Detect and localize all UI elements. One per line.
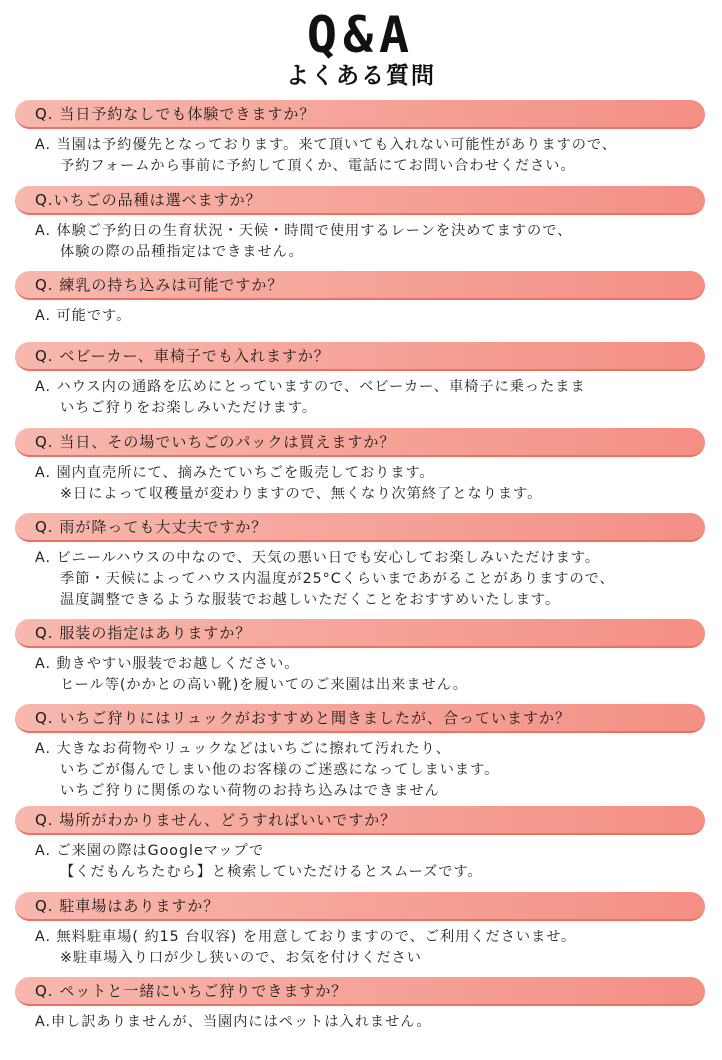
answer-line: ※駐車場入り口が少し狭いので、お気を付けください	[60, 950, 422, 966]
answer-line: A. ご来園の際はGoogleマップで	[35, 843, 265, 859]
qa-item	[15, 513, 705, 611]
qa-item	[15, 892, 705, 969]
qa-item	[15, 704, 705, 802]
answer-line: A. 動きやすい服装でお越しください。	[35, 656, 300, 672]
answer-line: いちご狩りに関係のない荷物のお持ち込みはできません	[60, 783, 440, 799]
answer-line: A. ビニールハウスの中なので、天気の悪い日でも安心してお楽しみいただけます。	[35, 550, 601, 566]
answer	[15, 135, 705, 177]
answer-line: 温度調整できるような服装でお越しいただくことをおすすめいたします。	[60, 592, 561, 608]
question-bar: Q. 場所がわかりません、どうすればいいですか？	[15, 806, 705, 835]
qa-item	[15, 271, 705, 327]
question-bar: Q. いちご狩りにはリュックがおすすめと聞きましたが、合っていますか？	[15, 704, 705, 733]
answer-line: 体験の際の品種指定はできません。	[60, 244, 304, 260]
question-bar: Q. 練乳の持ち込みは可能ですか？	[15, 271, 705, 300]
answer	[15, 927, 705, 969]
qa-item	[15, 806, 705, 883]
answer-line: A. 体験ご予約日の生育状況・天候・時間で使用するレーンを決めてますので、	[35, 223, 573, 239]
answer	[15, 377, 705, 419]
answer-line: いちご狩りをお楽しみいただけます。	[60, 400, 318, 416]
answer-line: A.申し訳ありませんが、当園内にはペットは入れません。	[35, 1014, 432, 1030]
qa-item	[15, 100, 705, 177]
answer-line: いちごが傷んでしまい他のお客様のご迷惑になってしまいます。	[60, 762, 500, 778]
question-bar: Q. 当日、その場でいちごのパックは買えますか？	[15, 428, 705, 457]
qa-item	[15, 619, 705, 696]
page-title: Q&A	[306, 6, 416, 64]
answer-line: A. 当園は予約優先となっております。来て頂いても入れない可能性がありますので、	[35, 137, 617, 153]
answer	[15, 1012, 705, 1033]
question-bar: Q. 雨が降っても大丈夫ですか？	[15, 513, 705, 542]
answer	[15, 654, 705, 696]
question-bar: Q. 駐車場はありますか？	[15, 892, 705, 921]
answer	[15, 306, 705, 327]
answer-line: A. 大きなお荷物やリュックなどはいちごに擦れて汚れたり、	[35, 741, 451, 757]
answer-line: 予約フォームから事前に予約して頂くか、電話にてお問い合わせください。	[60, 158, 576, 174]
answer-line: A. 可能です。	[35, 308, 132, 324]
answer-line: A. 園内直売所にて、摘みたていちごを販売しております。	[35, 465, 435, 481]
qa-item	[15, 186, 705, 263]
question-bar: Q. 服装の指定はありますか？	[15, 619, 705, 648]
page-header	[0, 8, 722, 90]
answer	[15, 463, 705, 505]
answer-line: 季節・天候によってハウス内温度が25°Cくらいまであがることがありますので、	[60, 571, 615, 587]
page-subtitle: よくある質問	[286, 63, 436, 89]
question-bar: Q.いちごの品種は選べますか？	[15, 186, 705, 215]
answer	[15, 841, 705, 883]
qa-item	[15, 428, 705, 505]
question-bar: Q. ペットと一緒にいちご狩りできますか？	[15, 977, 705, 1006]
qa-item	[15, 342, 705, 419]
question-bar: Q. ベビーカー、車椅子でも入れますか？	[15, 342, 705, 371]
qa-item	[15, 977, 705, 1033]
answer-line: ※日によって収穫量が変わりますので、無くなり次第終了となります。	[60, 486, 543, 502]
answer	[15, 739, 705, 802]
question-bar: Q. 当日予約なしでも体験できますか？	[15, 100, 705, 129]
answer	[15, 548, 705, 611]
answer-line: A. 無料駐車場( 約15 台収容) を用意しておりますので、ご利用くださいませ。	[35, 929, 577, 945]
answer-line: 【くだもんちたむら】と検索していただけるとスムーズです。	[60, 864, 483, 880]
answer-line: A. ハウス内の通路を広めにとっていますので、ベビーカー、車椅子に乗ったまま	[35, 379, 586, 395]
answer	[15, 221, 705, 263]
answer-line: ヒール等(かかとの高い靴)を履いてのご来園は出来ません。	[60, 677, 468, 693]
